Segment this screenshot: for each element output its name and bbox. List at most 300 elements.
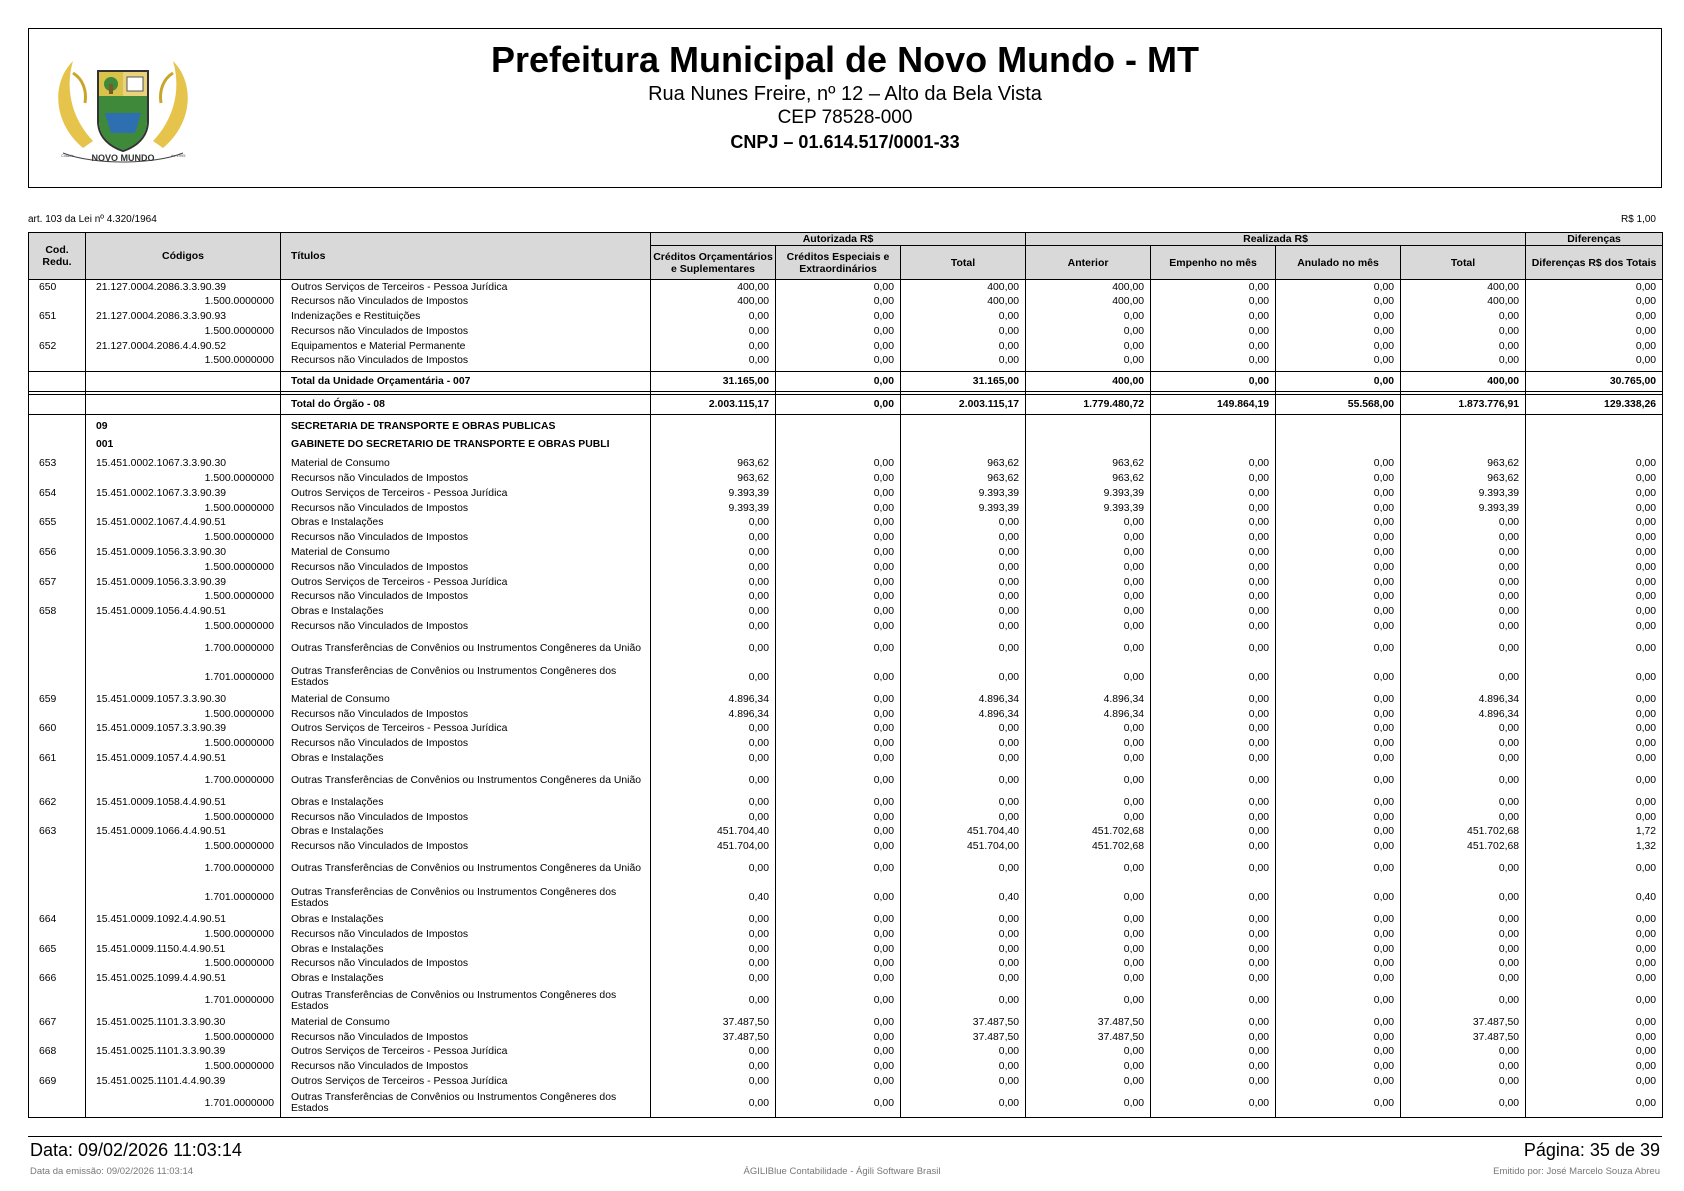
value-cell: 0,00 (1526, 515, 1663, 530)
code-cell (86, 394, 281, 414)
title-cell: Recursos não Vinculados de Impostos (281, 619, 651, 634)
value-cell: 451.702,68 (1401, 824, 1526, 839)
value-cell: 0,00 (776, 810, 901, 825)
header-titulos: Títulos (281, 233, 651, 280)
expense-row (29, 795, 1663, 810)
value-cell (1151, 432, 1276, 456)
source-row (29, 839, 1663, 854)
value-cell: 0,00 (1151, 471, 1276, 486)
title-cell: Outras Transferências de Convênios ou Instrumentos Congêneres da União (281, 766, 651, 795)
value-cell: 0,00 (1026, 971, 1151, 986)
value-cell: 0,00 (1401, 942, 1526, 957)
value-cell: 0,00 (651, 1089, 776, 1118)
value-cell: 0,00 (1276, 824, 1401, 839)
value-cell: 400,00 (651, 280, 776, 295)
value-cell: 0,00 (776, 353, 901, 368)
value-cell: 0,00 (1401, 883, 1526, 912)
code-cell: 1.701.0000000 (86, 1089, 281, 1118)
value-cell: 0,00 (1276, 309, 1401, 324)
value-cell: 0,00 (1151, 575, 1276, 590)
code-cell: 1.500.0000000 (86, 530, 281, 545)
value-cell: 0,00 (1026, 854, 1151, 883)
value-cell: 0,00 (1151, 604, 1276, 619)
value-cell: 0,00 (1151, 456, 1276, 471)
value-cell (1401, 432, 1526, 456)
value-cell: 9.393,39 (651, 501, 776, 516)
code-cell: 1.500.0000000 (86, 294, 281, 309)
value-cell: 0,00 (1151, 883, 1276, 912)
title-cell: Recursos não Vinculados de Impostos (281, 956, 651, 971)
value-cell: 0,00 (1276, 456, 1401, 471)
value-cell: 0,00 (1526, 619, 1663, 634)
title-cell: Obras e Instalações (281, 912, 651, 927)
value-cell: 2.003.115,17 (651, 394, 776, 414)
value-cell: 0,00 (1026, 1089, 1151, 1118)
title-cell: Recursos não Vinculados de Impostos (281, 501, 651, 516)
expense-row (29, 824, 1663, 839)
code-cell: 1.500.0000000 (86, 810, 281, 825)
source-row (29, 927, 1663, 942)
title-cell: Outros Serviços de Terceiros - Pessoa Jurídica (281, 280, 651, 295)
value-cell: 37.487,50 (651, 1015, 776, 1030)
title-cell: Obras e Instalações (281, 604, 651, 619)
value-cell: 0,00 (1151, 1045, 1276, 1060)
value-cell: 0,00 (1026, 795, 1151, 810)
cod-cell (29, 634, 86, 663)
expense-row (29, 545, 1663, 560)
code-cell: 15.451.0009.1056.3.3.90.39 (86, 575, 281, 590)
value-cell: 0,00 (901, 971, 1026, 986)
cod-cell: 662 (29, 795, 86, 810)
value-cell: 0,00 (1026, 1059, 1151, 1074)
value-cell: 4.896,34 (901, 707, 1026, 722)
title-cell: Obras e Instalações (281, 795, 651, 810)
value-cell: 0,00 (1151, 736, 1276, 751)
value-cell: 0,00 (776, 824, 901, 839)
value-cell: 0,00 (776, 634, 901, 663)
value-cell: 0,00 (1401, 515, 1526, 530)
title-cell: Recursos não Vinculados de Impostos (281, 324, 651, 339)
source-row (29, 471, 1663, 486)
value-cell: 0,00 (901, 309, 1026, 324)
value-cell: 0,00 (1526, 353, 1663, 368)
value-cell: 0,00 (651, 810, 776, 825)
code-cell: 1.500.0000000 (86, 353, 281, 368)
header-empenho-mes: Empenho no mês (1151, 246, 1276, 280)
cod-cell (29, 1059, 86, 1074)
cod-cell (29, 766, 86, 795)
value-cell: 0,00 (1151, 810, 1276, 825)
header-cod: Cod. Redu. (29, 233, 86, 280)
value-cell: 0,00 (1526, 971, 1663, 986)
value-cell: 0,00 (1526, 545, 1663, 560)
value-cell: 0,00 (776, 1045, 901, 1060)
value-cell: 451.702,68 (1401, 839, 1526, 854)
value-cell: 0,00 (1401, 766, 1526, 795)
value-cell: 0,00 (1276, 589, 1401, 604)
value-cell: 963,62 (1026, 456, 1151, 471)
value-cell: 1,72 (1526, 824, 1663, 839)
value-cell: 4.896,34 (1026, 707, 1151, 722)
value-cell: 0,00 (776, 912, 901, 927)
value-cell: 0,00 (1401, 1089, 1526, 1118)
value-cell: 451.704,00 (901, 839, 1026, 854)
value-cell: 2.003.115,17 (901, 394, 1026, 414)
value-cell: 0,00 (1276, 339, 1401, 354)
title-cell: Equipamentos e Material Permanente (281, 339, 651, 354)
title-cell: GABINETE DO SECRETARIO DE TRANSPORTE E OBRAS PUBLI (281, 432, 651, 456)
report-table-container (28, 232, 1662, 1118)
value-cell: 0,00 (1276, 1089, 1401, 1118)
value-cell: 0,00 (1526, 1030, 1663, 1045)
expense-row (29, 1015, 1663, 1030)
title-cell: Material de Consumo (281, 1015, 651, 1030)
value-cell: 0,00 (776, 280, 901, 295)
value-cell: 0,00 (901, 604, 1026, 619)
value-cell: 4.896,34 (651, 707, 776, 722)
value-cell: 0,00 (776, 1015, 901, 1030)
title-cell: Recursos não Vinculados de Impostos (281, 530, 651, 545)
value-cell: 37.487,50 (1026, 1030, 1151, 1045)
value-cell: 0,00 (1026, 1045, 1151, 1060)
value-cell: 0,00 (776, 371, 901, 391)
value-cell: 0,00 (1276, 560, 1401, 575)
organization-cnpj: CNPJ – 01.614.517/0001-33 (730, 132, 960, 152)
value-cell: 0,00 (1401, 927, 1526, 942)
value-cell: 0,00 (1526, 766, 1663, 795)
value-cell: 0,00 (1151, 1074, 1276, 1089)
value-cell: 0,00 (1276, 1074, 1401, 1089)
value-cell: 0,00 (776, 339, 901, 354)
value-cell: 9.393,39 (1026, 501, 1151, 516)
value-cell: 0,00 (1526, 956, 1663, 971)
value-cell: 0,00 (1151, 371, 1276, 391)
value-cell: 0,00 (1276, 545, 1401, 560)
source-row (29, 663, 1663, 692)
expense-row (29, 280, 1663, 295)
code-cell: 1.700.0000000 (86, 634, 281, 663)
header-anterior: Anterior (1026, 246, 1151, 280)
value-cell: 0,00 (776, 854, 901, 883)
cod-cell (29, 294, 86, 309)
cod-cell: 658 (29, 604, 86, 619)
report-table (28, 232, 1663, 1118)
report-table-body (29, 280, 1663, 1118)
value-cell: 0,00 (901, 324, 1026, 339)
source-row (29, 1059, 1663, 1074)
value-cell: 0,00 (1276, 736, 1401, 751)
expense-row (29, 942, 1663, 957)
code-cell: 15.451.0025.1099.4.4.90.51 (86, 971, 281, 986)
value-cell: 0,00 (1276, 766, 1401, 795)
cod-cell: 655 (29, 515, 86, 530)
value-cell: 0,00 (1276, 751, 1401, 766)
value-cell: 0,00 (1026, 956, 1151, 971)
code-cell: 15.451.0009.1066.4.4.90.51 (86, 824, 281, 839)
value-cell: 0,00 (1276, 634, 1401, 663)
value-cell: 0,00 (1526, 1015, 1663, 1030)
value-cell: 0,00 (1151, 294, 1276, 309)
value-cell: 0,00 (1526, 309, 1663, 324)
value-cell: 31.165,00 (901, 371, 1026, 391)
value-cell: 0,00 (1151, 515, 1276, 530)
organization-address: Rua Nunes Freire, nº 12 – Alto da Bela Vista (648, 83, 1042, 105)
value-cell: 0,00 (1026, 634, 1151, 663)
code-cell: 001 (86, 432, 281, 456)
value-cell: 0,00 (1401, 324, 1526, 339)
value-cell (1151, 414, 1276, 432)
value-cell: 0,00 (1276, 663, 1401, 692)
value-cell: 400,00 (1401, 280, 1526, 295)
value-cell: 0,00 (776, 456, 901, 471)
expense-row (29, 721, 1663, 736)
value-cell: 0,00 (1276, 707, 1401, 722)
value-cell: 0,00 (1276, 839, 1401, 854)
value-cell: 0,00 (651, 766, 776, 795)
header-group-diferencas: Diferenças (1526, 233, 1663, 246)
value-cell: 0,00 (1151, 912, 1276, 927)
value-cell: 0,00 (651, 927, 776, 942)
title-cell: Recursos não Vinculados de Impostos (281, 810, 651, 825)
cod-cell (29, 883, 86, 912)
value-cell: 400,00 (901, 280, 1026, 295)
value-cell: 1.779.480,72 (1026, 394, 1151, 414)
value-cell: 0,00 (776, 619, 901, 634)
cod-cell: 664 (29, 912, 86, 927)
value-cell: 0,00 (1526, 339, 1663, 354)
code-cell: 15.451.0025.1101.3.3.90.30 (86, 1015, 281, 1030)
total-row (29, 394, 1663, 414)
cod-cell: 653 (29, 456, 86, 471)
value-cell: 400,00 (1026, 294, 1151, 309)
cod-cell (29, 1030, 86, 1045)
value-cell: 0,00 (1526, 501, 1663, 516)
value-cell: 0,00 (1526, 663, 1663, 692)
value-cell: 0,00 (776, 575, 901, 590)
value-cell: 0,00 (776, 501, 901, 516)
expense-row (29, 912, 1663, 927)
value-cell: 0,00 (901, 560, 1026, 575)
title-cell: Recursos não Vinculados de Impostos (281, 294, 651, 309)
value-cell: 0,00 (651, 604, 776, 619)
value-cell: 0,00 (1401, 1059, 1526, 1074)
value-cell: 0,00 (651, 339, 776, 354)
source-row (29, 560, 1663, 575)
value-cell: 0,00 (1026, 604, 1151, 619)
organization-cep: CEP 78528-000 (777, 107, 913, 128)
value-cell: 0,00 (1401, 810, 1526, 825)
header-creditos-orcamentarios: Créditos Orçamentários e Suplementares (651, 246, 776, 280)
value-cell: 0,00 (1276, 1059, 1401, 1074)
value-cell: 0,00 (1401, 604, 1526, 619)
value-cell: 0,00 (1526, 280, 1663, 295)
value-cell (1526, 432, 1663, 456)
unit-row (29, 432, 1663, 456)
value-cell: 0,00 (776, 1059, 901, 1074)
cod-cell (29, 1089, 86, 1118)
cod-cell: 657 (29, 575, 86, 590)
value-cell: 0,00 (776, 589, 901, 604)
value-cell: 0,00 (1526, 471, 1663, 486)
value-cell: 0,00 (901, 1089, 1026, 1118)
value-cell: 0,00 (1151, 854, 1276, 883)
value-cell: 0,00 (1526, 604, 1663, 619)
code-cell: 1.701.0000000 (86, 986, 281, 1015)
source-row (29, 883, 1663, 912)
value-cell: 0,00 (1526, 530, 1663, 545)
cod-cell (29, 619, 86, 634)
value-cell: 0,00 (1526, 1089, 1663, 1118)
value-cell: 4.896,34 (901, 692, 1026, 707)
value-cell: 0,00 (1151, 501, 1276, 516)
value-cell: 0,00 (1526, 942, 1663, 957)
value-cell: 4.896,34 (1026, 692, 1151, 707)
logo-text: NOVO MUNDO (91, 153, 155, 163)
cod-cell (29, 530, 86, 545)
expense-row (29, 486, 1663, 501)
cod-cell: 660 (29, 721, 86, 736)
code-cell: 1.500.0000000 (86, 1030, 281, 1045)
value-cell: 37.487,50 (1401, 1015, 1526, 1030)
title-cell: Total da Unidade Orçamentária - 007 (281, 371, 651, 391)
value-cell: 9.393,39 (1026, 486, 1151, 501)
expense-row (29, 575, 1663, 590)
title-cell: Recursos não Vinculados de Impostos (281, 839, 651, 854)
expense-row (29, 971, 1663, 986)
title-cell: Outras Transferências de Convênios ou Instrumentos Congêneres da União (281, 634, 651, 663)
value-cell: 0,00 (776, 883, 901, 912)
value-cell: 0,00 (651, 309, 776, 324)
value-cell: 0,40 (1526, 883, 1663, 912)
value-cell: 0,00 (1151, 1089, 1276, 1118)
value-cell: 0,00 (1401, 619, 1526, 634)
value-cell: 0,00 (651, 1059, 776, 1074)
value-cell: 400,00 (901, 294, 1026, 309)
expense-row (29, 1074, 1663, 1089)
code-cell: 1.500.0000000 (86, 471, 281, 486)
expense-row (29, 1045, 1663, 1060)
value-cell: 0,00 (1151, 766, 1276, 795)
cod-cell: 661 (29, 751, 86, 766)
value-cell: 0,00 (1526, 575, 1663, 590)
value-cell: 0,00 (776, 692, 901, 707)
cod-cell (29, 371, 86, 391)
expense-row (29, 456, 1663, 471)
value-cell: 0,00 (901, 942, 1026, 957)
footer-divider (28, 1136, 1662, 1137)
value-cell: 0,00 (776, 736, 901, 751)
cod-cell: 650 (29, 280, 86, 295)
value-cell: 0,40 (651, 883, 776, 912)
value-cell: 0,00 (1276, 371, 1401, 391)
footer-issued-by: Emitido por: José Marcelo Souza Abreu (1493, 1166, 1660, 1177)
value-cell: 0,00 (1401, 560, 1526, 575)
header-group-autorizada: Autorizada R$ (651, 233, 1026, 246)
value-cell: 0,00 (1151, 927, 1276, 942)
value-cell: 0,00 (776, 515, 901, 530)
value-cell: 0,00 (1151, 1030, 1276, 1045)
code-cell: 15.451.0009.1057.3.3.90.30 (86, 692, 281, 707)
code-cell: 15.451.0002.1067.3.3.90.30 (86, 456, 281, 471)
code-cell: 15.451.0025.1101.3.3.90.39 (86, 1045, 281, 1060)
value-cell: 0,00 (776, 294, 901, 309)
value-cell: 0,00 (1151, 309, 1276, 324)
value-cell (1276, 414, 1401, 432)
total-row (29, 371, 1663, 391)
value-cell: 0,00 (1276, 619, 1401, 634)
source-row (29, 619, 1663, 634)
value-cell: 0,00 (651, 1074, 776, 1089)
value-cell: 0,00 (1151, 634, 1276, 663)
value-cell: 0,00 (901, 795, 1026, 810)
cod-cell (29, 986, 86, 1015)
value-cell: 0,00 (1026, 530, 1151, 545)
value-cell: 0,00 (651, 530, 776, 545)
value-cell: 0,00 (1526, 795, 1663, 810)
value-cell: 0,00 (651, 721, 776, 736)
value-cell: 9.393,39 (651, 486, 776, 501)
title-cell: Obras e Instalações (281, 515, 651, 530)
value-cell: 0,00 (1276, 810, 1401, 825)
code-cell: 1.701.0000000 (86, 883, 281, 912)
value-cell: 0,00 (776, 707, 901, 722)
value-cell: 0,00 (901, 986, 1026, 1015)
value-cell (651, 414, 776, 432)
value-cell: 0,00 (1526, 810, 1663, 825)
value-cell: 0,00 (901, 736, 1026, 751)
value-cell: 400,00 (651, 294, 776, 309)
value-cell: 0,00 (776, 604, 901, 619)
title-cell: Outros Serviços de Terceiros - Pessoa Jurídica (281, 486, 651, 501)
cod-cell: 651 (29, 309, 86, 324)
value-cell: 0,00 (776, 927, 901, 942)
value-cell: 0,00 (1151, 707, 1276, 722)
expense-row (29, 692, 1663, 707)
value-cell: 0,00 (1151, 589, 1276, 604)
value-cell: 0,00 (1276, 575, 1401, 590)
logo-right-text: de 1995 (171, 153, 186, 158)
value-cell: 0,00 (1026, 751, 1151, 766)
value-cell: 0,00 (1401, 1045, 1526, 1060)
value-cell: 0,00 (1151, 545, 1276, 560)
value-cell: 0,00 (1401, 589, 1526, 604)
header-creditos-especiais: Créditos Especiais e Extraordinários (776, 246, 901, 280)
value-cell: 129.338,26 (1526, 394, 1663, 414)
value-cell: 0,00 (776, 1030, 901, 1045)
value-cell: 0,00 (1401, 530, 1526, 545)
cod-cell (29, 414, 86, 432)
expense-row (29, 751, 1663, 766)
value-cell: 0,00 (776, 1074, 901, 1089)
value-cell: 0,00 (1151, 824, 1276, 839)
code-cell: 1.500.0000000 (86, 927, 281, 942)
value-cell: 0,00 (1276, 530, 1401, 545)
value-cell: 0,00 (1526, 927, 1663, 942)
source-row (29, 766, 1663, 795)
value-cell: 400,00 (1026, 280, 1151, 295)
title-cell: Indenizações e Restituições (281, 309, 651, 324)
value-cell: 0,00 (901, 1045, 1026, 1060)
value-cell: 451.704,00 (651, 839, 776, 854)
value-cell: 0,00 (1026, 810, 1151, 825)
value-cell: 1.873.776,91 (1401, 394, 1526, 414)
code-cell: 15.451.0009.1150.4.4.90.51 (86, 942, 281, 957)
value-cell: 0,00 (1401, 663, 1526, 692)
title-cell: Outros Serviços de Terceiros - Pessoa Jurídica (281, 575, 651, 590)
cod-cell (29, 324, 86, 339)
value-cell: 0,00 (1526, 912, 1663, 927)
cod-cell (29, 501, 86, 516)
